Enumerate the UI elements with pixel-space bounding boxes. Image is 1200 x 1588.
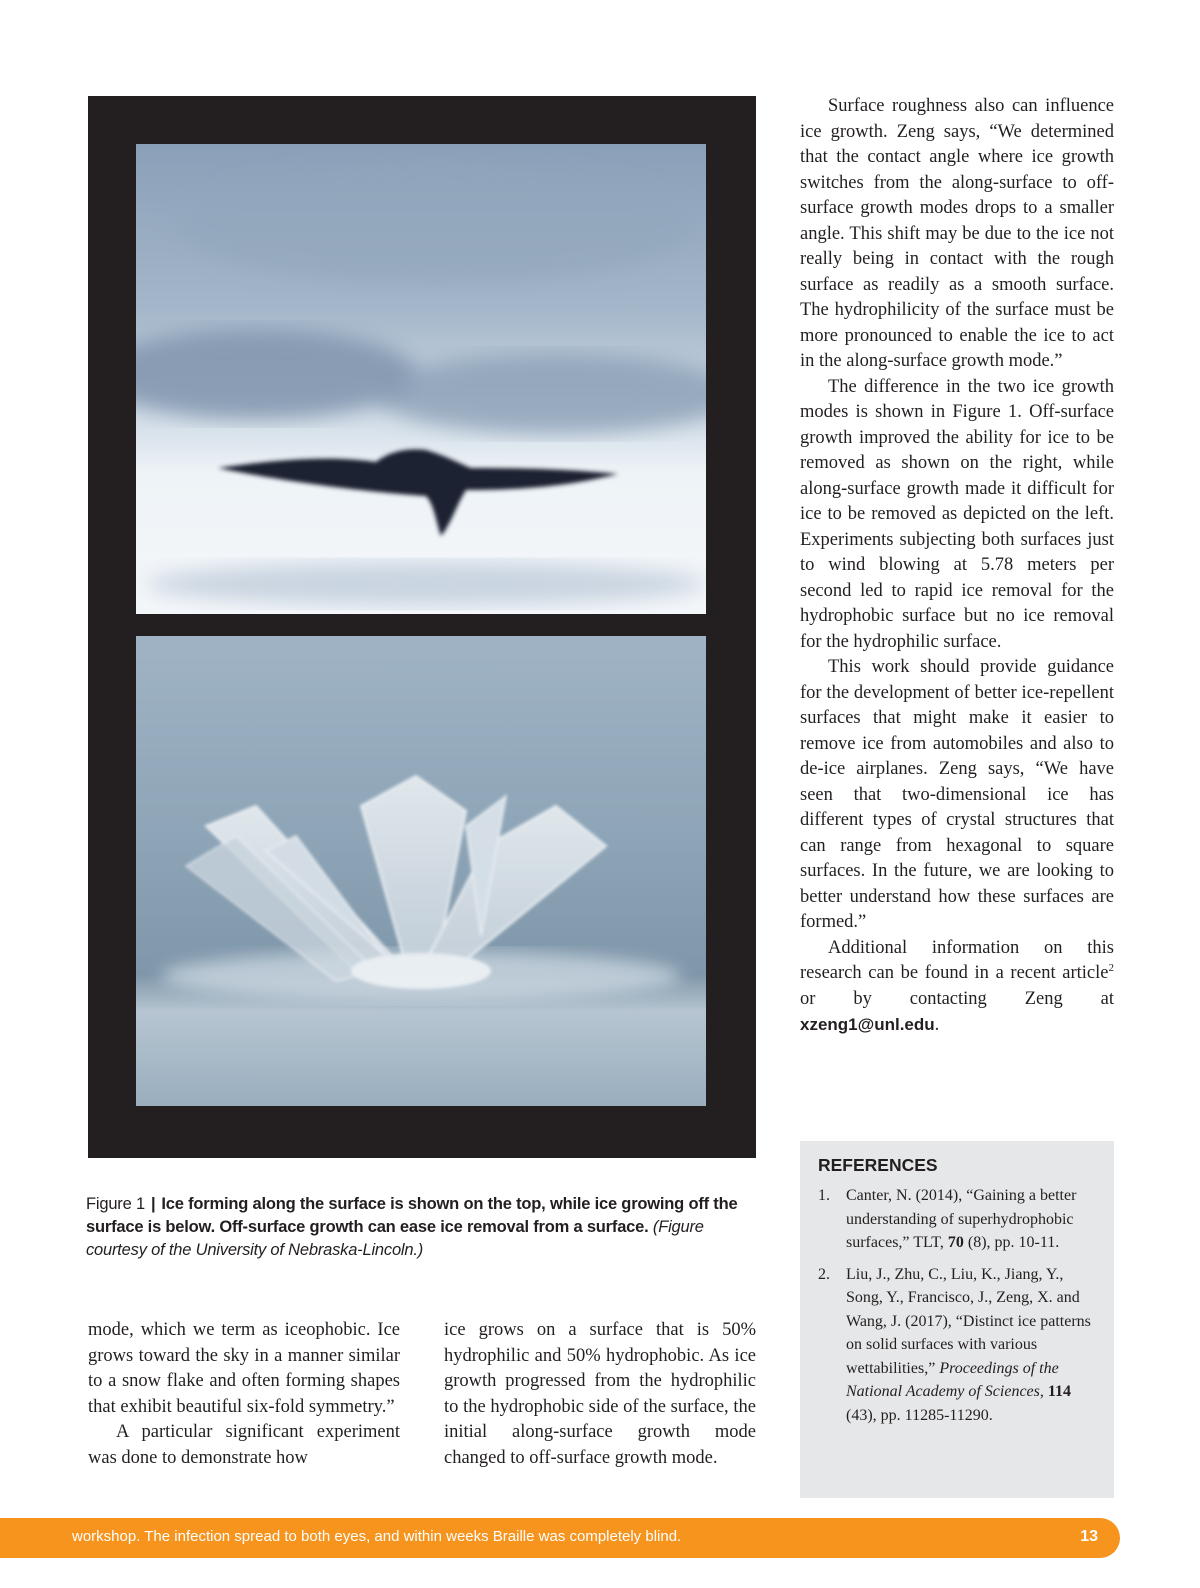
right-column-text (800, 94, 1114, 1039)
reference-number: 2. (818, 1265, 830, 1283)
left-column-text (88, 1318, 400, 1471)
ice-off-surface-image (136, 636, 706, 1106)
paragraph: Surface roughness also can influence ice growth. Zeng says, “We determined that the contact angle where ice growth switches from the along-surface to off-surface growth modes drops to a smaller angle. This shift may be due to the ice not really being in contact with the rough surface as readily as a smooth surface. The hydrophilicity of the surface must be more pronounced to enable the ice to act in the along-surface growth mode.” (800, 96, 1114, 371)
page-number: 13 (1080, 1528, 1098, 1545)
caption-credit: (Figure courtesy of the University of Nebraska-Lincoln.) (86, 1218, 704, 1259)
reference-volume: 114 (1047, 1383, 1071, 1400)
paragraph: A particular significant experiment was done to demonstrate how (88, 1422, 400, 1468)
paragraph: ice grows on a surface that is 50% hydrophilic and 50% hydrophobic. As ice growth progressed from the hydrophilic to the hydrophobic side of the surface, the initial along-surface growth mode changed to off-surface growth mode. (444, 1320, 756, 1468)
caption-description: Ice forming along the surface is shown on the top, while ice growing off the surface is below. Off-surface growth can ease ice removal from a surface. (86, 1195, 738, 1236)
paragraph (800, 936, 1114, 1039)
reference-item (818, 1263, 1098, 1428)
ice-along-surface-image (136, 144, 706, 614)
reference-superscript: 2 (1108, 961, 1114, 974)
reference-number: 1. (818, 1187, 830, 1204)
figure-caption (86, 1193, 762, 1262)
paragraph: The difference in the two ice growth modes is shown in Figure 1. Off-surface growth improved the ability for ice to be removed as shown on the right, while along-surface growth made it difficult for ice to be removed as depicted on the left. Experiments subjecting both surfaces just to wind blowing at 5.78 meters per second led to rapid ice removal for the hydrophobic surface but no ice removal for the hydrophilic surface. (800, 376, 1114, 652)
paragraph: This work should provide guidance for the development of better ice-repellent surfaces that might make it easier to remove ice from automobiles and also to de-ice airplanes. Zeng says, “We have seen that two-dimensional ice has different types of crystal structures that can range from hexagonal to square surfaces. In the future, we are looking to better understand how these surfaces are formed.” (800, 657, 1114, 932)
figure-photo-along-surface (136, 144, 706, 614)
reference-text: Canter, N. (2014), “Gaining a better understanding of superhydrophobic surfaces,” TLT, (846, 1187, 1077, 1251)
middle-column-text (444, 1318, 756, 1471)
figure-panel (88, 96, 756, 1158)
footer-text: workshop. The infection spread to both eyes, and within weeks Braille was completely blind. (72, 1528, 682, 1545)
caption-separator: | (150, 1195, 156, 1213)
email-link[interactable]: xzeng1@unl.edu (800, 1015, 935, 1034)
reference-item (818, 1184, 1098, 1255)
reference-text: , (1039, 1383, 1048, 1400)
references-heading: REFERENCES (818, 1155, 938, 1175)
reference-volume: 70 (947, 1234, 964, 1251)
paragraph: mode, which we term as iceophobic. Ice grows toward the sky in a manner similar to a snow flake and often forming shapes that exhibit beautiful six-fold symmetry.” (88, 1320, 400, 1417)
reference-journal: Proceedings of the National Academy of Sciences (846, 1359, 1059, 1400)
paragraph-text: . (934, 1015, 940, 1035)
paragraph-text: Additional information on this research can be found in a recent article (800, 937, 1114, 983)
paragraph-text: or by contacting Zeng at (800, 988, 1114, 1009)
figure-photo-off-surface (136, 636, 706, 1106)
footer-bar (0, 1518, 1120, 1558)
references-box (800, 1141, 1114, 1498)
reference-text: Liu, J., Zhu, C., Liu, K., Jiang, Y., Song, Y., Francisco, J., Zeng, X. and Wang, J. (2017), “Distinct ice patterns on solid surfaces with various wettabilities,” (846, 1265, 1091, 1377)
reference-text: (8), pp. 10-11. (963, 1234, 1060, 1251)
reference-text: (43), pp. 11285-11290. (846, 1406, 993, 1424)
figure-label: Figure 1 (86, 1195, 145, 1213)
